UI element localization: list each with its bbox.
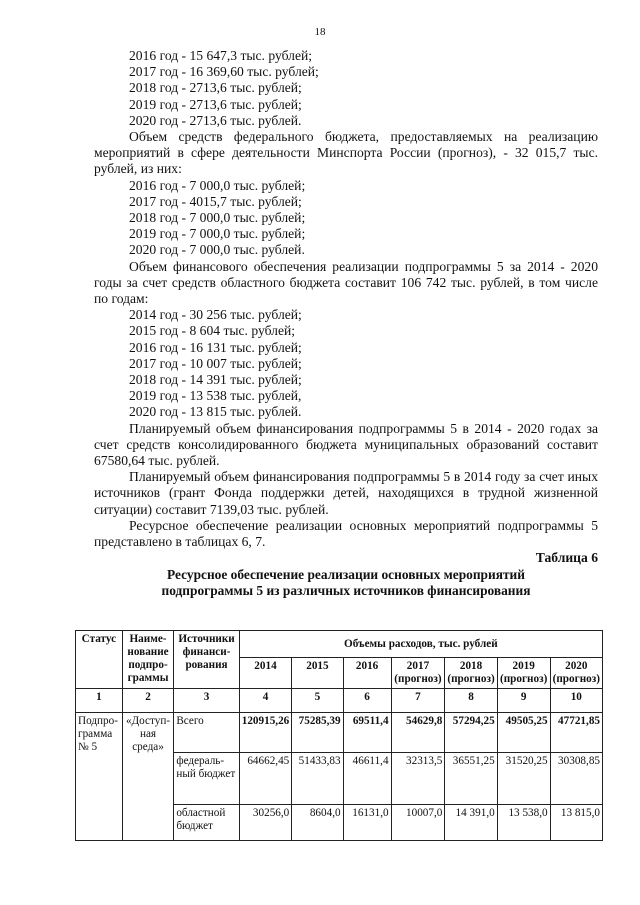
list-item: 2019 год - 13 538 тыс. рублей, bbox=[129, 388, 302, 404]
paragraph-tables-reference: Ресурсное обеспечение реализации основных мероприятий подпрограммы 5 представлено в таблицах 6, 7. bbox=[94, 517, 598, 550]
paragraph-federal-funds: Объем средств федерального бюджета, предоставляемых на реализацию мероприятий в сфере деятельности Минспорта России (прогноз), - 32 015,7 тыс. рублей, из них: bbox=[94, 129, 598, 177]
table-title bbox=[94, 567, 598, 599]
list-item: 2016 год - 16 131 тыс. рублей; bbox=[129, 339, 302, 355]
value-cell: 36551,25 bbox=[445, 753, 497, 805]
list-item: 2018 год - 7 000,0 тыс. рублей; bbox=[129, 210, 306, 226]
value-cell: 46611,4 bbox=[343, 753, 391, 805]
column-index: 2 bbox=[122, 689, 174, 713]
value-cell: 16131,0 bbox=[343, 805, 391, 841]
header-year: 2020 (прогноз) bbox=[550, 658, 602, 689]
header-year: 2017 (прогноз) bbox=[391, 658, 445, 689]
value-cell: 57294,25 bbox=[445, 713, 497, 753]
list-item: 2020 год - 7 000,0 тыс. рублей. bbox=[129, 242, 305, 258]
status-cell: Подпро-грамма № 5 bbox=[76, 713, 123, 841]
subprogram-name-cell: «Доступ-ная среда» bbox=[122, 713, 174, 841]
table-label: Таблица 6 bbox=[535, 550, 598, 566]
value-cell: 49505,25 bbox=[497, 713, 550, 753]
header-source: Источники финанси-рования bbox=[174, 631, 239, 689]
value-cell: 30308,85 bbox=[550, 753, 602, 805]
value-cell: 69511,4 bbox=[343, 713, 391, 753]
list-item: 2018 год - 14 391 тыс. рублей; bbox=[129, 372, 302, 388]
header-name: Наиме-нование подпро-граммы bbox=[122, 631, 174, 689]
list-item: 2018 год - 2713,6 тыс. рублей; bbox=[129, 80, 302, 96]
column-index: 10 bbox=[550, 689, 602, 713]
list-item: 2017 год - 4015,7 тыс. рублей; bbox=[129, 193, 302, 209]
source-cell: областной бюджет bbox=[174, 805, 239, 841]
page-number: 18 bbox=[314, 26, 326, 38]
list-item: 2020 год - 2713,6 тыс. рублей. bbox=[129, 112, 302, 128]
list-item: 2016 год - 7 000,0 тыс. рублей; bbox=[129, 177, 306, 193]
column-index: 1 bbox=[76, 689, 123, 713]
value-cell: 51433,83 bbox=[292, 753, 343, 805]
value-cell: 13 538,0 bbox=[497, 805, 550, 841]
table-row bbox=[76, 713, 603, 753]
resource-table bbox=[75, 630, 603, 841]
value-cell: 30256,0 bbox=[239, 805, 292, 841]
value-cell: 32313,5 bbox=[391, 753, 445, 805]
list-item: 2020 год - 13 815 тыс. рублей. bbox=[129, 404, 302, 420]
header-year: 2019 (прогноз) bbox=[497, 658, 550, 689]
value-cell: 10007,0 bbox=[391, 805, 445, 841]
header-year: 2018 (прогноз) bbox=[445, 658, 497, 689]
list-item: 2014 год - 30 256 тыс. рублей; bbox=[129, 307, 302, 323]
value-cell: 47721,85 bbox=[550, 713, 602, 753]
value-cell: 75285,39 bbox=[292, 713, 343, 753]
document-body bbox=[94, 48, 598, 599]
value-cell: 8604,0 bbox=[292, 805, 343, 841]
list-item: 2016 год - 15 647,3 тыс. рублей; bbox=[129, 48, 313, 63]
value-cell: 120915,26 bbox=[239, 713, 292, 753]
list-item: 2017 год - 16 369,60 тыс. рублей; bbox=[129, 64, 319, 80]
list-item: 2017 год - 10 007 тыс. рублей; bbox=[129, 355, 302, 371]
list-item: 2015 год - 8 604 тыс. рублей; bbox=[129, 323, 296, 339]
paragraph-municipal-funds: Планируемый объем финансирования подпрограммы 5 в 2014 - 2020 годах за счет средств консолидированного бюджета муниципальных образований составит 67580,64 тыс. рублей. bbox=[94, 420, 598, 469]
value-cell: 13 815,0 bbox=[550, 805, 602, 841]
column-index: 4 bbox=[239, 689, 292, 713]
value-cell: 54629,8 bbox=[391, 713, 445, 753]
header-year: 2015 bbox=[292, 658, 343, 689]
header-year: 2014 bbox=[239, 658, 292, 689]
value-cell: 31520,25 bbox=[497, 753, 550, 805]
table-title-line: Ресурсное обеспечение реализации основных мероприятий bbox=[167, 566, 525, 582]
value-cell: 64662,45 bbox=[239, 753, 292, 805]
table-row bbox=[76, 689, 603, 713]
source-cell: Всего bbox=[174, 713, 239, 753]
header-year: 2016 bbox=[343, 658, 391, 689]
column-index: 3 bbox=[174, 689, 239, 713]
column-index: 6 bbox=[343, 689, 391, 713]
column-index: 8 bbox=[445, 689, 497, 713]
column-index: 9 bbox=[497, 689, 550, 713]
header-volumes: Объемы расходов, тыс. рублей bbox=[239, 631, 602, 658]
list-item: 2019 год - 2713,6 тыс. рублей; bbox=[129, 96, 302, 112]
list-item: 2019 год - 7 000,0 тыс. рублей; bbox=[129, 226, 306, 242]
header-status: Статус bbox=[76, 631, 123, 689]
column-index: 7 bbox=[391, 689, 445, 713]
table-title-line: подпрограммы 5 из различных источников финансирования bbox=[161, 582, 531, 598]
source-cell: федераль-ный бюджет bbox=[174, 753, 239, 805]
paragraph-regional-funds: Объем финансового обеспечения реализации подпрограммы 5 за 2014 - 2020 годы за счет средств областного бюджета составит 106 742 тыс. рублей, в том числе по годам: bbox=[94, 258, 598, 307]
column-index: 5 bbox=[292, 689, 343, 713]
paragraph-other-sources: Планируемый объем финансирования подпрограммы 5 в 2014 году за счет иных источников (грант Фонда поддержки детей, находящихся в трудной жизненной ситуации) составит 7139,03 тыс. рублей. bbox=[94, 469, 598, 517]
value-cell: 14 391,0 bbox=[445, 805, 497, 841]
